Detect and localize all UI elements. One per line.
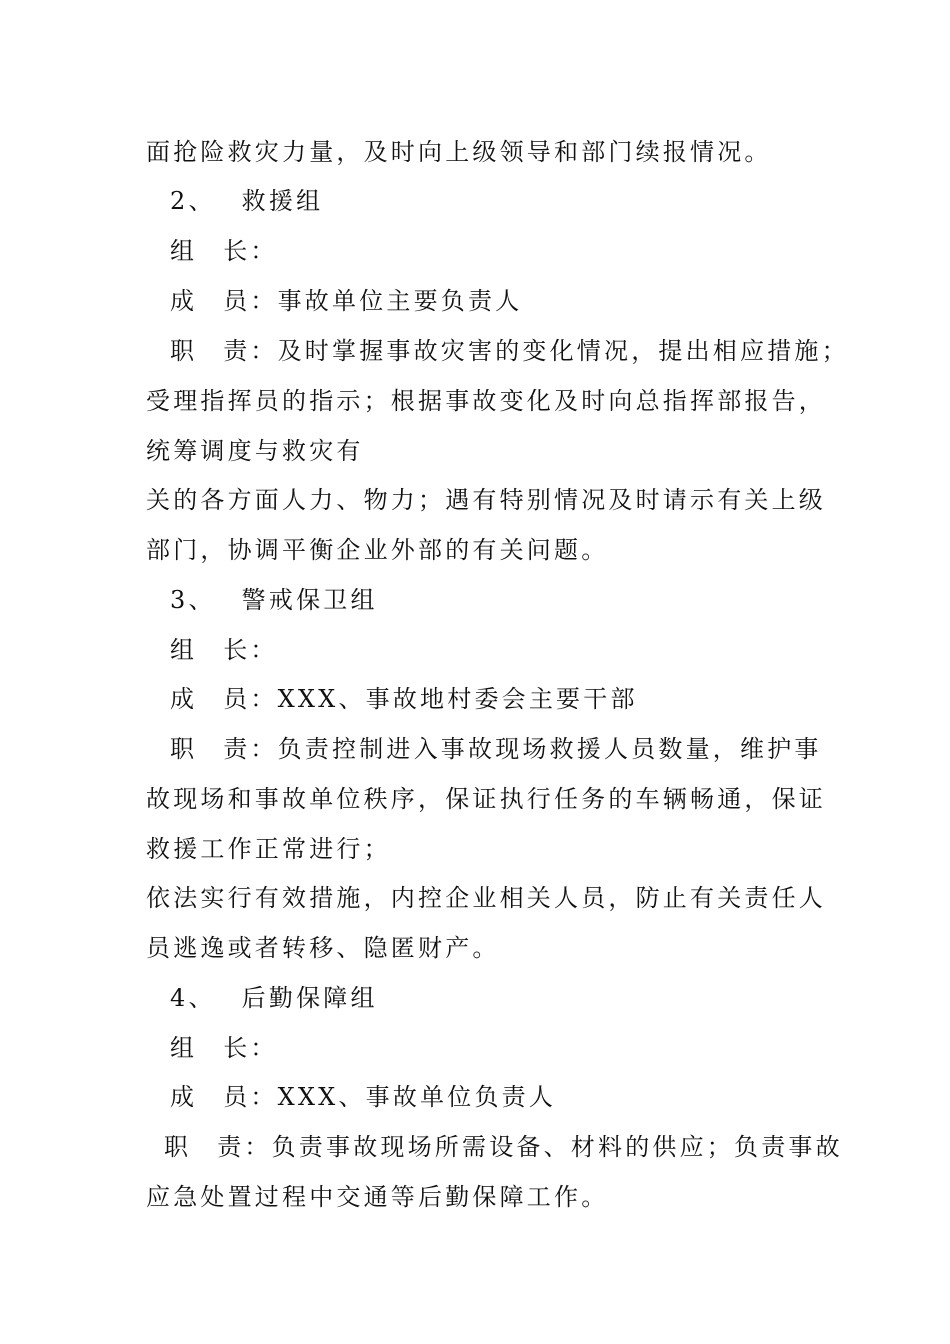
- paragraph-line: [146, 933, 500, 963]
- members-label-part1: 成: [170, 287, 198, 315]
- leader-label-part1: 组: [170, 636, 198, 664]
- section-title: 后勤保障组: [241, 984, 378, 1012]
- paragraph-line: [146, 386, 826, 416]
- members-line: [170, 684, 638, 714]
- duty-text: 责：负责控制进入事故现场救援人员数量，维护事: [223, 735, 822, 763]
- duty-text: 责：负责事故现场所需设备、材料的供应；负责事故: [217, 1133, 843, 1161]
- duty-label-part1: 职: [170, 337, 198, 365]
- section-title: 救援组: [241, 187, 324, 215]
- members-label-part1: 成: [170, 685, 198, 713]
- duty-label-part1: 职: [164, 1133, 192, 1161]
- line-text: 依法实行有效措施，内控企业相关人员，防止有关责任人: [146, 884, 826, 912]
- section-heading-rescue: [170, 186, 323, 216]
- line-text: 救援工作正常进行；: [146, 835, 391, 863]
- line-text: 关的各方面人力、物力；遇有特别情况及时请示有关上级: [146, 486, 826, 514]
- line-text: 面抢险救灾力量，及时向上级领导和部门续报情况。: [146, 138, 772, 166]
- leader-label-part2: 长：: [223, 1034, 278, 1062]
- members-text: 员：XXX、事故地村委会主要干部: [223, 685, 638, 713]
- duty-line: [164, 1132, 843, 1162]
- leader-label-part1: 组: [170, 1034, 198, 1062]
- paragraph-line: [146, 784, 826, 814]
- section-title: 警戒保卫组: [241, 586, 378, 614]
- duty-label-part1: 职: [170, 735, 198, 763]
- paragraph-line: [146, 535, 608, 565]
- leader-label-part1: 组: [170, 237, 198, 265]
- section-heading-logistics: [170, 983, 378, 1013]
- line-text: 故现场和事故单位秩序，保证执行任务的车辆畅通，保证: [146, 785, 826, 813]
- duty-line: [170, 734, 822, 764]
- line-text: 员逃逸或者转移、隐匿财产。: [146, 934, 500, 962]
- section-number: 4、: [170, 984, 216, 1012]
- members-text: 员：事故单位主要负责人: [223, 287, 523, 315]
- section-number: 3、: [170, 586, 216, 614]
- paragraph-line: [146, 137, 772, 167]
- leader-line: [170, 635, 278, 665]
- paragraph-line: [146, 485, 826, 515]
- line-text: 受理指挥员的指示；根据事故变化及时向总指挥部报告，: [146, 387, 826, 415]
- members-text: 员：XXX、事故单位负责人: [223, 1083, 557, 1111]
- leader-line: [170, 1033, 278, 1063]
- leader-label-part2: 长：: [223, 636, 278, 664]
- line-text: 统筹调度与救灾有: [146, 437, 364, 465]
- members-line: [170, 286, 522, 316]
- line-text: 应急处置过程中交通等后勤保障工作。: [146, 1183, 609, 1211]
- leader-label-part2: 长：: [223, 237, 278, 265]
- members-line: [170, 1082, 556, 1112]
- line-text: 部门，协调平衡企业外部的有关问题。: [146, 536, 609, 564]
- leader-line: [170, 236, 278, 266]
- paragraph-line: [146, 1182, 608, 1212]
- duty-line: [170, 336, 849, 366]
- paragraph-line: [146, 883, 826, 913]
- duty-text: 责：及时掌握事故灾害的变化情况，提出相应措施；: [223, 337, 849, 365]
- members-label-part1: 成: [170, 1083, 198, 1111]
- section-number: 2、: [170, 187, 216, 215]
- section-heading-security: [170, 585, 378, 615]
- paragraph-line: [146, 834, 391, 864]
- paragraph-line: [146, 436, 364, 466]
